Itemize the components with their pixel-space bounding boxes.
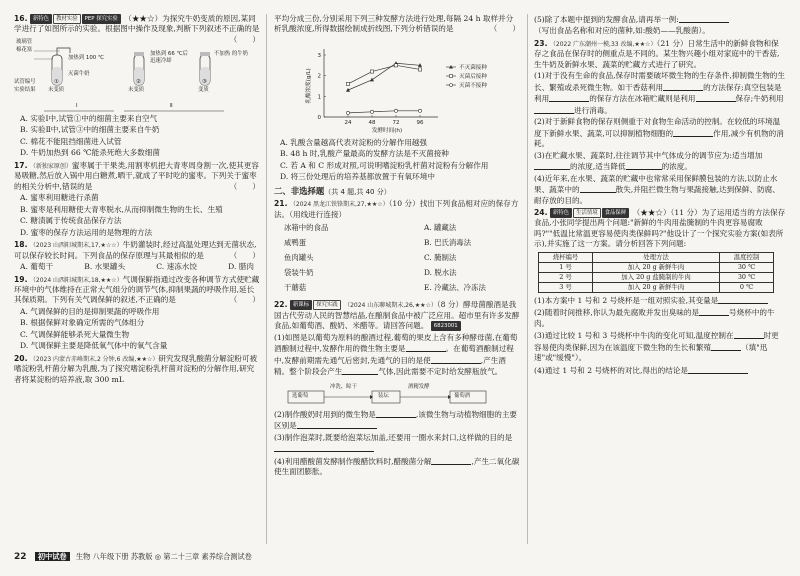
option: C. 棉花不能阻挡细菌进入试管 — [20, 136, 122, 146]
method-item: B. 巴氏消毒法 — [424, 238, 472, 248]
food-item: 鱼肉罐头 — [284, 253, 314, 263]
answer-blank[interactable] — [534, 105, 574, 114]
answer-blank[interactable] — [699, 307, 729, 316]
question-number: 24. — [534, 207, 548, 217]
question-number: 18. — [14, 240, 28, 250]
tag: PEP 探究实验 — [82, 14, 121, 24]
question-22 — [274, 300, 520, 477]
answer-blank[interactable] — [431, 456, 471, 465]
table-cell: 3 号 — [539, 282, 593, 292]
question-source: （2023 内蒙古赤峰期末,2 分钟,6 改编,★★☆） — [29, 355, 159, 363]
option: C. 速冻水饺 — [156, 262, 197, 272]
question-source: （2023 山西阳城期末,17,★☆☆） — [29, 242, 123, 250]
legend-label: 灭菌后接种 — [459, 73, 487, 80]
table-cell: 加入 20 g 新鲜牛肉 — [593, 262, 720, 272]
question-20 — [14, 354, 260, 385]
legend-label: 灭菌不接种 — [459, 82, 487, 89]
footer-grade: 八年级下册 — [92, 552, 129, 561]
option: D. 将三份处理后的培养基都放置于有氧环境中 — [280, 172, 435, 182]
question-24 — [534, 208, 786, 376]
section-title: 二、非选择题 — [274, 185, 325, 196]
food-item: 咸鸭蛋 — [284, 238, 307, 248]
footer-edition: 苏教版 — [130, 552, 153, 561]
question-source: （2024 山西阳城期末,18,★★☆） — [29, 276, 123, 284]
data-point — [370, 110, 373, 113]
option: A. 乳酸含量越高代表对淀粉的分解作用越强 — [280, 137, 427, 147]
question-20-continued: 平均分成三份,分别采用下列三种发酵方法进行处理,每隔 24 h 取样并分析乳酸浓度,所得数据绘制成折线图,下列分析错误的是 — [274, 14, 514, 34]
sub-question: 的浓度。 — [661, 162, 692, 172]
method-item: E. 冷藏法、冷冻法 — [424, 283, 486, 293]
column-divider — [266, 14, 267, 544]
answer-blank[interactable] — [711, 342, 741, 351]
table-row — [539, 262, 774, 272]
answer-blank[interactable] — [673, 128, 713, 137]
sub-question: 的保存方法在冰箱贮藏则是利用 — [589, 94, 696, 104]
option: B. 蜜枣是利用糖使大青枣脱水,从而抑制微生物的生长、生殖 — [20, 204, 223, 214]
answer-blank[interactable] — [274, 443, 374, 452]
label-heat-100: 加热到 100 ℃ — [68, 54, 104, 61]
answer-blank[interactable] — [718, 295, 768, 304]
difficulty-stars: （★★☆） — [124, 14, 163, 23]
y-tick-label: 2 — [317, 73, 321, 80]
y-tick-label: 1 — [317, 94, 321, 101]
question-number: 17. — [14, 160, 28, 170]
question-stem: 牛奶灌装时,经过高温处理达到无菌状态,可以保存较长时间。下列食品的保存原理与其最相似的是 — [14, 240, 257, 260]
legend-marker — [450, 74, 453, 77]
sub-question: 。在葡萄酒酿制过程中,发酵前期需先通气后密封,先通气的目的是使 — [274, 344, 514, 365]
label-sterile-milk: 灭菌牛奶 — [68, 70, 90, 77]
flow-arrows — [274, 380, 520, 406]
method-item: D. 脱水法 — [424, 268, 457, 278]
y-axis-label: 乳酸浓度(g/L) — [306, 68, 312, 104]
question-number: 16. — [14, 14, 28, 23]
question-stem: 日常生活中的新鲜食物和保存之食品在保存时的侧重点是不同的。某生物兴趣小组对家庭中的干香菇,生牛奶及新鲜水果、蔬菜的贮藏方式进行了研究。 — [534, 38, 780, 69]
sub-question: (3)通过比较 1 号和 3 号烧杯中牛肉的变化可知,温度控制在 — [534, 331, 734, 341]
table-cell: 30 ℃ — [719, 262, 773, 272]
question-stem: 酵母菌酿酒是我国古代劳动人民的智慧结晶,在酿制食品中被广泛应用。超市里有许多发酵食品,如葡萄酒、酸奶、米醋等。请回答问题。 — [274, 300, 520, 331]
y-tick-label: 0 — [317, 114, 321, 121]
flow-step: 酒精发酵 — [408, 383, 430, 390]
footer-chapter: 第二十三章 — [163, 552, 200, 561]
table-cell: 1 号 — [539, 262, 593, 272]
flow-step: 冲洗、晾干 — [330, 383, 357, 390]
sub-question: (4)通过 1 号和 2 号烧杯的对比,得出的结论是 — [534, 365, 688, 375]
option: A. 实验Ⅰ中,试管①中的细菌主要来自空气 — [20, 113, 158, 123]
option: B. 根据保鲜对象确定所需的气体组分 — [20, 318, 145, 328]
sub-question: (2)对于新鲜食物的保存则侧重于对食物生命活动的控制。在较低的环境温度下新鲜水果、蔬菜,可以抑制植物细胞的 — [534, 117, 781, 138]
footer-subject: 生物 — [75, 552, 91, 561]
winemaking-flow — [274, 380, 520, 406]
question-number: 20. — [14, 353, 28, 363]
sub-question: (1)如图是以葡萄为原料的酿酒过程,葡萄的果皮上含有多种酵母菌,在葡萄酒酿制过程中,发酵作用的微生物主要是 — [274, 332, 518, 354]
experiment-figure — [14, 34, 260, 111]
answer-paren: （ ） — [229, 250, 260, 260]
option: B. 水果罐头 — [84, 262, 126, 272]
flow-step: 装坛 — [378, 392, 389, 399]
section-note: （共 4 题,共 40 分） — [324, 187, 391, 196]
page-footer — [14, 551, 252, 563]
column-middle — [274, 14, 520, 546]
answer-blank[interactable] — [534, 161, 570, 170]
label-result: 实验结果 — [14, 86, 36, 93]
answer-paren: （ ） — [229, 34, 260, 44]
question-source: （2024 山东聊城期末,26,★★☆） — [344, 302, 437, 310]
answer-blank[interactable] — [696, 93, 736, 102]
sub-question: (4)利用醋酸菌发酵制作酸醋饮料时,醋酸菌分解 — [274, 456, 432, 466]
sub-question: (1)本方案中 1 号和 2 号烧杯是一组对照实验,其变量是 — [534, 295, 719, 305]
legend-label: 不灭菌接种 — [459, 64, 487, 71]
question-stem: 为了运用适当的方法保存食品,小张同学提出两个问题:"新鲜的牛肉用盐腌制的牛肉更容易腐败吗?""低温比常温更容易使肉类保鲜吗?"他设计了一个探究实验方案(如表所示),并实施了这一方案。请分析回答下列问题: — [534, 207, 786, 249]
answer-paren: （ ） — [489, 24, 520, 34]
answer-paren: （ ） — [229, 181, 260, 191]
data-point — [370, 70, 373, 73]
table-header-row — [539, 252, 774, 262]
option: B. 48 h 时,乳酸产量最高的发酵方法是不灭菌接种 — [280, 149, 449, 159]
sub-question: 的方法保存;真空包装是利用 — [534, 82, 782, 104]
sub-question: 的浓度,适当降低 — [570, 162, 626, 172]
question-number: 22. — [274, 300, 288, 310]
table-cell: 加入 20 g 盐腌制的牛肉 — [593, 272, 720, 282]
brand-label: 初中试卷 — [35, 552, 70, 561]
option: C. 糖渍属于传统食品保存方法 — [20, 216, 122, 226]
footer-test: 素养综合测试卷 — [201, 552, 252, 561]
matching-lists — [274, 221, 520, 297]
question-19 — [14, 275, 260, 352]
option: D. 气调保鲜主要是降低氧气体中的氧气含量 — [20, 341, 168, 351]
option: A. 蜜枣利用糖进行杀菌 — [20, 193, 99, 203]
tube-result: 变质 — [198, 86, 209, 93]
section-heading — [274, 186, 520, 198]
column-right — [534, 14, 786, 546]
data-point — [346, 111, 349, 114]
table-header: 温度控制 — [719, 252, 773, 262]
x-tick-label: 96 — [416, 119, 424, 126]
question-21 — [274, 199, 520, 297]
answer-blank[interactable] — [580, 184, 616, 193]
question-number: 19. — [14, 274, 28, 284]
sub-question: 时更容易使肉类保鲜,因为在该温度下微生物的生长和繁殖 — [534, 331, 779, 352]
question-17 — [14, 161, 260, 238]
sub-question: 保存;牛奶利用 — [735, 94, 784, 104]
data-point — [418, 109, 421, 112]
sub-question: 号烧杯中的牛肉。 — [534, 308, 775, 328]
sub-question: (3)制作泡菜时,既要给泡菜坛加盖,还要用一圈水来封口,这样做的目的是 — [274, 432, 513, 442]
column-divider — [527, 14, 528, 544]
answer-blank[interactable] — [549, 93, 589, 102]
option: A. 葡萄干 — [20, 262, 54, 272]
answer-blank[interactable] — [376, 409, 416, 418]
question-23 — [534, 39, 786, 206]
answer-blank[interactable] — [688, 365, 748, 374]
question-stem: 蜜枣属于干果类,用割枣机把大青枣周身割一次,使其更容易吸糖,然后放入锅中用白糖煮,晒干,就成了平时吃的蜜枣。下列关于蜜枣的相关分析中,错误的是 — [14, 160, 259, 191]
question-score: （10 分） — [388, 199, 420, 209]
question-16 — [14, 14, 260, 159]
page-number: 22 — [14, 552, 27, 562]
method-item: A. 罐藏法 — [424, 223, 457, 233]
sub-question: ,该微生物与动植物细胞的主要区别是 — [274, 409, 518, 431]
question-number: 23. — [534, 38, 548, 48]
data-point — [394, 64, 397, 67]
answer-blank[interactable] — [679, 14, 729, 23]
tag: 探究实践 — [313, 300, 341, 310]
tag: 新特色 — [30, 14, 52, 24]
option: D. 牛奶加热到 66 ℃能杀死绝大多数细菌 — [20, 148, 160, 158]
group-label: Ⅰ — [76, 102, 78, 109]
tag: 新特色 — [550, 208, 572, 218]
option: C. 若 A 和 C 形成对照,可说明嗜淀粉乳杆菌对淀粉有分解作用 — [280, 160, 489, 170]
table-cell: 0 ℃ — [719, 282, 773, 292]
tube-result: 未变质 — [48, 86, 65, 93]
option: C. 气调保鲜能够杀死大量微生物 — [20, 329, 130, 339]
series-line — [348, 65, 420, 84]
sub-question: 作用,减少有机物的消耗。 — [534, 128, 784, 149]
sub-question: (1)对于没有生命的食品,保存时需要破坏微生物的生存条件,抑制微生物的生长、繁殖或杀死微生物。如干香菇利用 — [534, 71, 785, 92]
question-source: （2022 广东潮州一模,33 改编,★★☆） — [549, 40, 657, 48]
footer-sep-icon: ◎ — [154, 552, 161, 561]
sub-question: (5)除了本题中提到的发酵食品,请再举一例: — [534, 15, 679, 24]
tag: 生活情境 — [573, 208, 601, 218]
x-tick-label: 24 — [344, 119, 352, 126]
table-header: 烧杯编号 — [539, 252, 593, 262]
tag: 教材实验 — [53, 14, 81, 24]
question-stem: 研究发现乳酸菌分解淀粉可被嗜淀粉乳杆菌分解为乳酸,为了探究嗜淀粉乳杆菌对淀粉的分解作用,研究者将某淀粉的培养液,取 300 mL — [14, 353, 258, 384]
sub-question: 气体,因此需要不定时给发酵瓶放气。 — [378, 367, 503, 377]
tube-id: ① — [54, 78, 59, 85]
sub-question-note: （写出食品名称和对应的菌种,如:酸奶——乳酸菌）。 — [534, 26, 710, 36]
answer-paren: （ ） — [229, 295, 260, 305]
table-cell: 2 号 — [539, 272, 593, 282]
label-cotton-plug: 棉花塞 — [16, 46, 33, 53]
tube-id: ② — [136, 78, 141, 85]
question-source: （2024 黑龙江铁锋期末,27,★★☆） — [289, 201, 389, 209]
answer-blank[interactable] — [297, 420, 377, 429]
data-point — [418, 68, 421, 71]
table-row — [539, 282, 774, 292]
table-row — [539, 272, 774, 282]
answer-blank[interactable] — [342, 366, 378, 375]
sub-question: (2)随着时间推移,你认为最先腐败并发出臭味的是 — [534, 308, 700, 318]
question-score: （11 分） — [670, 207, 702, 217]
table-cell: 加入 20 g 新鲜牛肉 — [593, 282, 720, 292]
answer-blank[interactable] — [663, 82, 703, 91]
tag: 食品保鲜 — [602, 208, 630, 218]
question-score: （8 分） — [436, 300, 464, 310]
answer-blank[interactable] — [734, 330, 764, 339]
lactic-acid-chart — [274, 37, 520, 135]
label-unheated-milk: 不加热 的牛奶 — [214, 50, 249, 57]
option: D. 蜜枣的保存方法运用的是物理的方法 — [20, 227, 153, 237]
answer-blank[interactable] — [626, 161, 662, 170]
question-18 — [14, 240, 260, 272]
question-score: （21 分） — [656, 38, 688, 48]
sub-question: (4)近年来,在水果、蔬菜的贮藏中也常常采用保鲜膜包装的方法,以防止水果、蔬菜中的 — [534, 173, 778, 195]
food-item: 冰箱中的食品 — [284, 223, 329, 233]
answer-blank[interactable] — [431, 355, 481, 364]
sub-question: （填"迅速"或"缓慢"）。 — [534, 342, 768, 363]
qr-code-id: 6823001 — [431, 321, 461, 331]
tube-result: 未变质 — [128, 86, 145, 93]
label-heat-66: 加热到 66 ℃后 迅速冷却 — [150, 50, 188, 65]
question-stem: 气调保鲜指通过改变各种调节方式使贮藏环境中的气体维持在正常大气组分的调节气体,抑制果蔬的呼吸作用,延长其保质期。下列有关气调保鲜的叙述,不正确的是 — [14, 274, 260, 305]
column-left — [14, 14, 260, 546]
option: A. 气调保鲜的目的是抑制果蔬的呼吸作用 — [20, 306, 160, 316]
label-glass-tube: 玻璃管 — [16, 38, 33, 45]
group-label: Ⅱ — [170, 102, 173, 109]
experiment-table — [538, 252, 774, 293]
y-tick-label: 3 — [317, 52, 321, 59]
tube-id: ③ — [202, 78, 207, 85]
table-header: 处理方法 — [593, 252, 720, 262]
question-source: （新独家原创） — [29, 162, 72, 170]
food-item: 干蘑菇 — [284, 283, 307, 293]
data-point — [394, 109, 397, 112]
flow-step: 选葡萄 — [292, 392, 309, 399]
question-number: 21. — [274, 199, 288, 209]
label-tube-id: 试管编号 — [14, 78, 36, 85]
sub-question: 散失,并阻拦微生物与果蔬接触,达到保鲜、防腐、耐存放的目的。 — [534, 185, 780, 205]
option-row — [14, 262, 260, 272]
legend-marker — [450, 83, 453, 86]
tag: 新课标 — [290, 300, 312, 310]
data-point — [346, 82, 349, 85]
series-line — [348, 111, 420, 113]
x-tick-label: 72 — [392, 119, 400, 126]
sub-question: 进行消毒。 — [574, 105, 612, 115]
option: B. 实验Ⅱ中,试管③中的细菌主要来自牛奶 — [20, 125, 160, 135]
question-stem: 找出下列食品相对应的保存方法。（用线进行连接） — [274, 199, 519, 219]
sub-question: (3)在贮藏水果、蔬菜时,往往调节其中气体成分的调节应为:适当增加 — [534, 150, 763, 160]
table-cell: 30 ℃ — [719, 272, 773, 282]
option: D. 腊肉 — [228, 262, 254, 272]
sub-question: (2)制作酸奶时用到的微生物是 — [274, 409, 376, 419]
difficulty-stars: （★★☆） — [632, 207, 671, 217]
answer-blank[interactable] — [406, 343, 446, 352]
method-item: C. 腌制法 — [424, 253, 457, 263]
sub-question: ,产生二氧化碳使生面团膨胀。 — [274, 456, 520, 477]
sub-question: ,产生酒精。整个阶段会产生 — [274, 355, 506, 377]
flow-step: 葡萄酒 — [454, 392, 471, 399]
x-tick-label: 48 — [368, 119, 376, 126]
question-stem: 为探究牛奶变质的原因,某同学进行了如图所示的实验。根据图中操作及现象,判断下列叙述不正确的是 — [14, 14, 260, 34]
x-axis-label: 发酵时间(h) — [371, 127, 403, 134]
data-point — [370, 78, 374, 82]
line-chart — [274, 37, 520, 135]
food-item: 袋装牛奶 — [284, 268, 314, 278]
